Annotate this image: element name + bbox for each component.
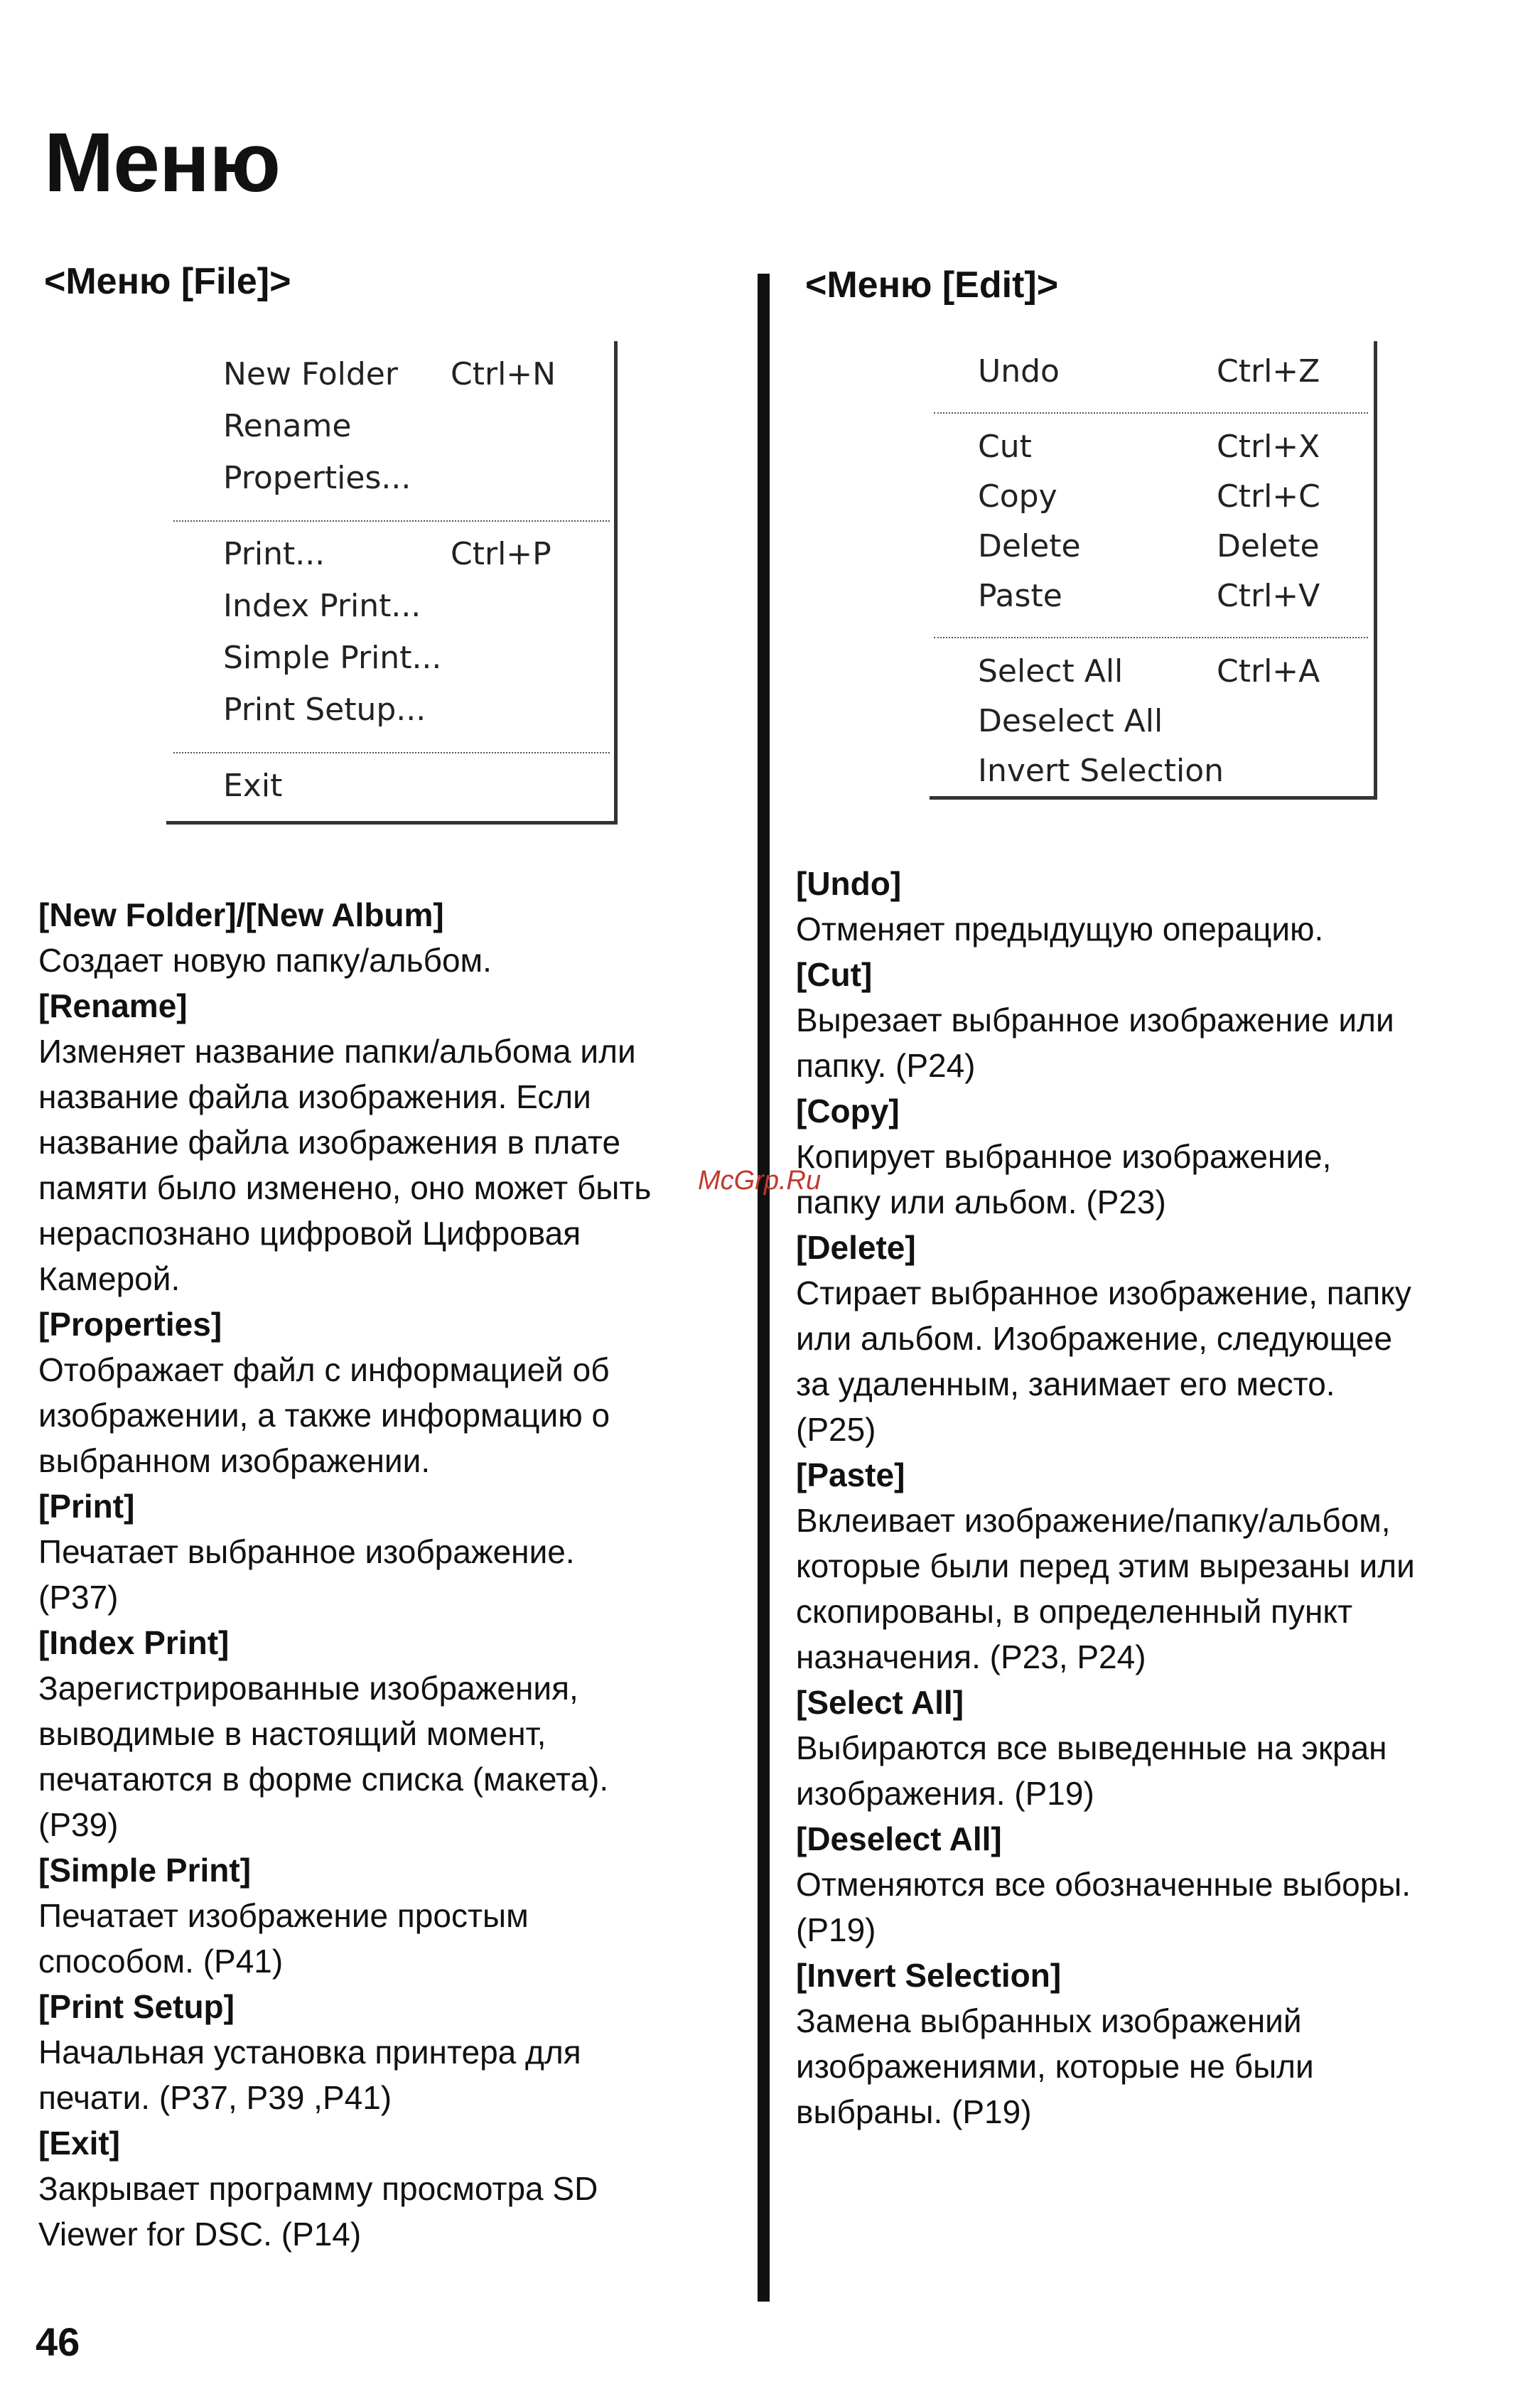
entry-description: печати. (P37, P39 ,P41) xyxy=(38,2079,392,2116)
entry-title: [Cut] xyxy=(796,956,873,993)
edit_menu-item-select-all[interactable] xyxy=(930,650,1374,692)
edit_menu-separator xyxy=(934,412,1368,414)
entry-description: (P25) xyxy=(796,1411,876,1448)
entry-description: Отображает файл с информацией об xyxy=(38,1351,610,1388)
edit_menu-item-paste[interactable] xyxy=(930,574,1374,617)
file_menu-separator xyxy=(173,520,610,522)
menu-item-label: Undo xyxy=(978,353,1060,390)
menu-item-label: Delete xyxy=(978,527,1081,564)
entry-title: [Print] xyxy=(38,1488,135,1525)
edit_menu-separator xyxy=(934,637,1368,638)
menu-item-shortcut: Ctrl+Z xyxy=(1217,353,1320,390)
file_menu-item-print-setup[interactable] xyxy=(166,688,614,731)
menu-item-label: Cut xyxy=(978,428,1032,465)
entry-description: изображениями, которые не были xyxy=(796,2048,1314,2085)
entry-description: за удаленным, занимает его место. xyxy=(796,1365,1335,1402)
entry-title: [Exit] xyxy=(38,2125,120,2162)
entry-description: название файла изображения. Если xyxy=(38,1078,591,1115)
entry-title: [Simple Print] xyxy=(38,1852,252,1889)
entry-description: Печатает выбранное изображение. xyxy=(38,1533,575,1570)
entry-description: название файла изображения в плате xyxy=(38,1124,621,1161)
edit-menu-heading: <Меню [Edit]> xyxy=(805,264,1059,306)
menu-item-shortcut: Ctrl+X xyxy=(1217,428,1320,465)
file_menu-item-index-print[interactable] xyxy=(166,584,614,627)
file_menu-item-print[interactable] xyxy=(166,532,614,575)
entry-description: которые были перед этим вырезаны или xyxy=(796,1547,1415,1584)
menu-item-shortcut: Ctrl+A xyxy=(1217,653,1320,689)
entry-description: изображения. (P19) xyxy=(796,1775,1094,1812)
edit_menu-item-deselect-all[interactable] xyxy=(930,699,1374,742)
file_menu-item-properties[interactable] xyxy=(166,456,614,499)
menu-item-label: Invert Selection xyxy=(978,752,1224,789)
entry-title: [Print Setup] xyxy=(38,1988,235,2025)
edit_menu-item-delete[interactable] xyxy=(930,525,1374,567)
menu-item-label: Rename xyxy=(223,407,352,444)
menu-item-label: Print Setup... xyxy=(223,691,426,728)
menu-item-label: New Folder xyxy=(223,355,398,392)
edit-menu-screenshot xyxy=(930,341,1377,800)
menu-item-label: Select All xyxy=(978,653,1124,689)
edit_menu-item-invert-selection[interactable] xyxy=(930,749,1374,792)
entry-title: [Index Print] xyxy=(38,1624,230,1661)
edit_menu-item-undo[interactable] xyxy=(930,350,1374,392)
entry-description: выбранном изображении. xyxy=(38,1442,431,1479)
entry-description: изображении, а также информацию о xyxy=(38,1397,610,1434)
file_menu-item-simple-print[interactable] xyxy=(166,636,614,679)
edit-menu-descriptions xyxy=(796,861,1507,2135)
menu-item-shortcut: Ctrl+P xyxy=(451,535,551,572)
file-menu-screenshot xyxy=(166,341,618,825)
entry-title: [Select All] xyxy=(796,1684,964,1721)
entry-description: (P19) xyxy=(796,1911,876,1948)
entry-description: Вклеивает изображение/папку/альбом, xyxy=(796,1502,1391,1539)
entry-description: Выбираются все выведенные на экран xyxy=(796,1729,1387,1766)
menu-item-label: Deselect All xyxy=(978,702,1163,739)
menu-item-label: Print... xyxy=(223,535,325,572)
entry-description: скопированы, в определенный пункт xyxy=(796,1593,1353,1630)
file_menu-item-rename[interactable] xyxy=(166,404,614,447)
menu-item-label: Simple Print... xyxy=(223,639,442,676)
menu-item-label: Copy xyxy=(978,478,1057,515)
entry-description: или альбом. Изображение, следующее xyxy=(796,1320,1393,1357)
page-title: Меню xyxy=(44,116,280,210)
menu-item-shortcut: Ctrl+C xyxy=(1217,478,1320,515)
entry-description: памяти было изменено, оно может быть xyxy=(38,1169,652,1206)
entry-description: выбраны. (P19) xyxy=(796,2093,1032,2130)
entry-description: папку. (P24) xyxy=(796,1047,976,1084)
entry-description: Печатает изображение простым xyxy=(38,1897,529,1934)
file-menu-descriptions xyxy=(38,892,742,2257)
menu-item-label: Exit xyxy=(223,767,283,804)
entry-description: Отменяет предыдущую операцию. xyxy=(796,911,1324,948)
entry-description: Зарегистрированные изображения, xyxy=(38,1670,578,1707)
entry-description: печатаются в форме списка (макета). xyxy=(38,1761,609,1798)
entry-title: [Invert Selection] xyxy=(796,1957,1062,1994)
edit_menu-item-copy[interactable] xyxy=(930,475,1374,517)
column-divider xyxy=(758,274,770,2302)
file-menu-heading: <Меню [File]> xyxy=(44,261,291,302)
menu-item-label: Properties... xyxy=(223,459,411,496)
entry-description: Стирает выбранное изображение, папку xyxy=(796,1274,1411,1311)
entry-description: способом. (P41) xyxy=(38,1943,284,1980)
entry-description: нераспознано цифровой Цифровая xyxy=(38,1215,581,1252)
entry-description: назначения. (P23, P24) xyxy=(796,1638,1146,1675)
entry-title: [Paste] xyxy=(796,1456,905,1493)
entry-description: Замена выбранных изображений xyxy=(796,2002,1302,2039)
file_menu-separator xyxy=(173,752,610,753)
entry-title: [Rename] xyxy=(38,987,188,1024)
entry-description: Создает новую папку/альбом. xyxy=(38,942,492,979)
entry-title: [New Folder]/[New Album] xyxy=(38,896,444,933)
entry-description: Копирует выбранное изображение, xyxy=(796,1138,1332,1175)
entry-description: Вырезает выбранное изображение или xyxy=(796,1002,1394,1038)
entry-title: [Properties] xyxy=(38,1306,222,1343)
file_menu-item-new-folder[interactable] xyxy=(166,353,614,395)
entry-title: [Copy] xyxy=(796,1093,900,1129)
entry-description: (P39) xyxy=(38,1806,119,1843)
entry-description: Отменяются все обозначенные выборы. xyxy=(796,1866,1411,1903)
entry-description: Начальная установка принтера для xyxy=(38,2034,581,2071)
page-number: 46 xyxy=(36,2319,80,2364)
file_menu-item-exit[interactable] xyxy=(166,764,614,807)
entry-title: [Delete] xyxy=(796,1229,916,1266)
entry-title: [Deselect All] xyxy=(796,1820,1002,1857)
entry-description: Закрывает программу просмотра SD xyxy=(38,2170,598,2207)
menu-item-label: Paste xyxy=(978,577,1062,614)
menu-item-shortcut: Delete xyxy=(1217,527,1320,564)
entry-description: папку или альбом. (P23) xyxy=(796,1183,1166,1220)
entry-description: выводимые в настоящий момент, xyxy=(38,1715,546,1752)
edit_menu-item-cut[interactable] xyxy=(930,425,1374,468)
entry-description: (P37) xyxy=(38,1579,119,1616)
menu-item-shortcut: Ctrl+V xyxy=(1217,577,1320,614)
entry-description: Viewer for DSC. (P14) xyxy=(38,2216,362,2253)
entry-description: Камерой. xyxy=(38,1260,181,1297)
entry-title: [Undo] xyxy=(796,865,902,902)
menu-item-label: Index Print... xyxy=(223,587,421,624)
watermark: McGrp.Ru xyxy=(698,1166,822,1196)
entry-description: Изменяет название папки/альбома или xyxy=(38,1033,636,1070)
menu-item-shortcut: Ctrl+N xyxy=(451,355,556,392)
